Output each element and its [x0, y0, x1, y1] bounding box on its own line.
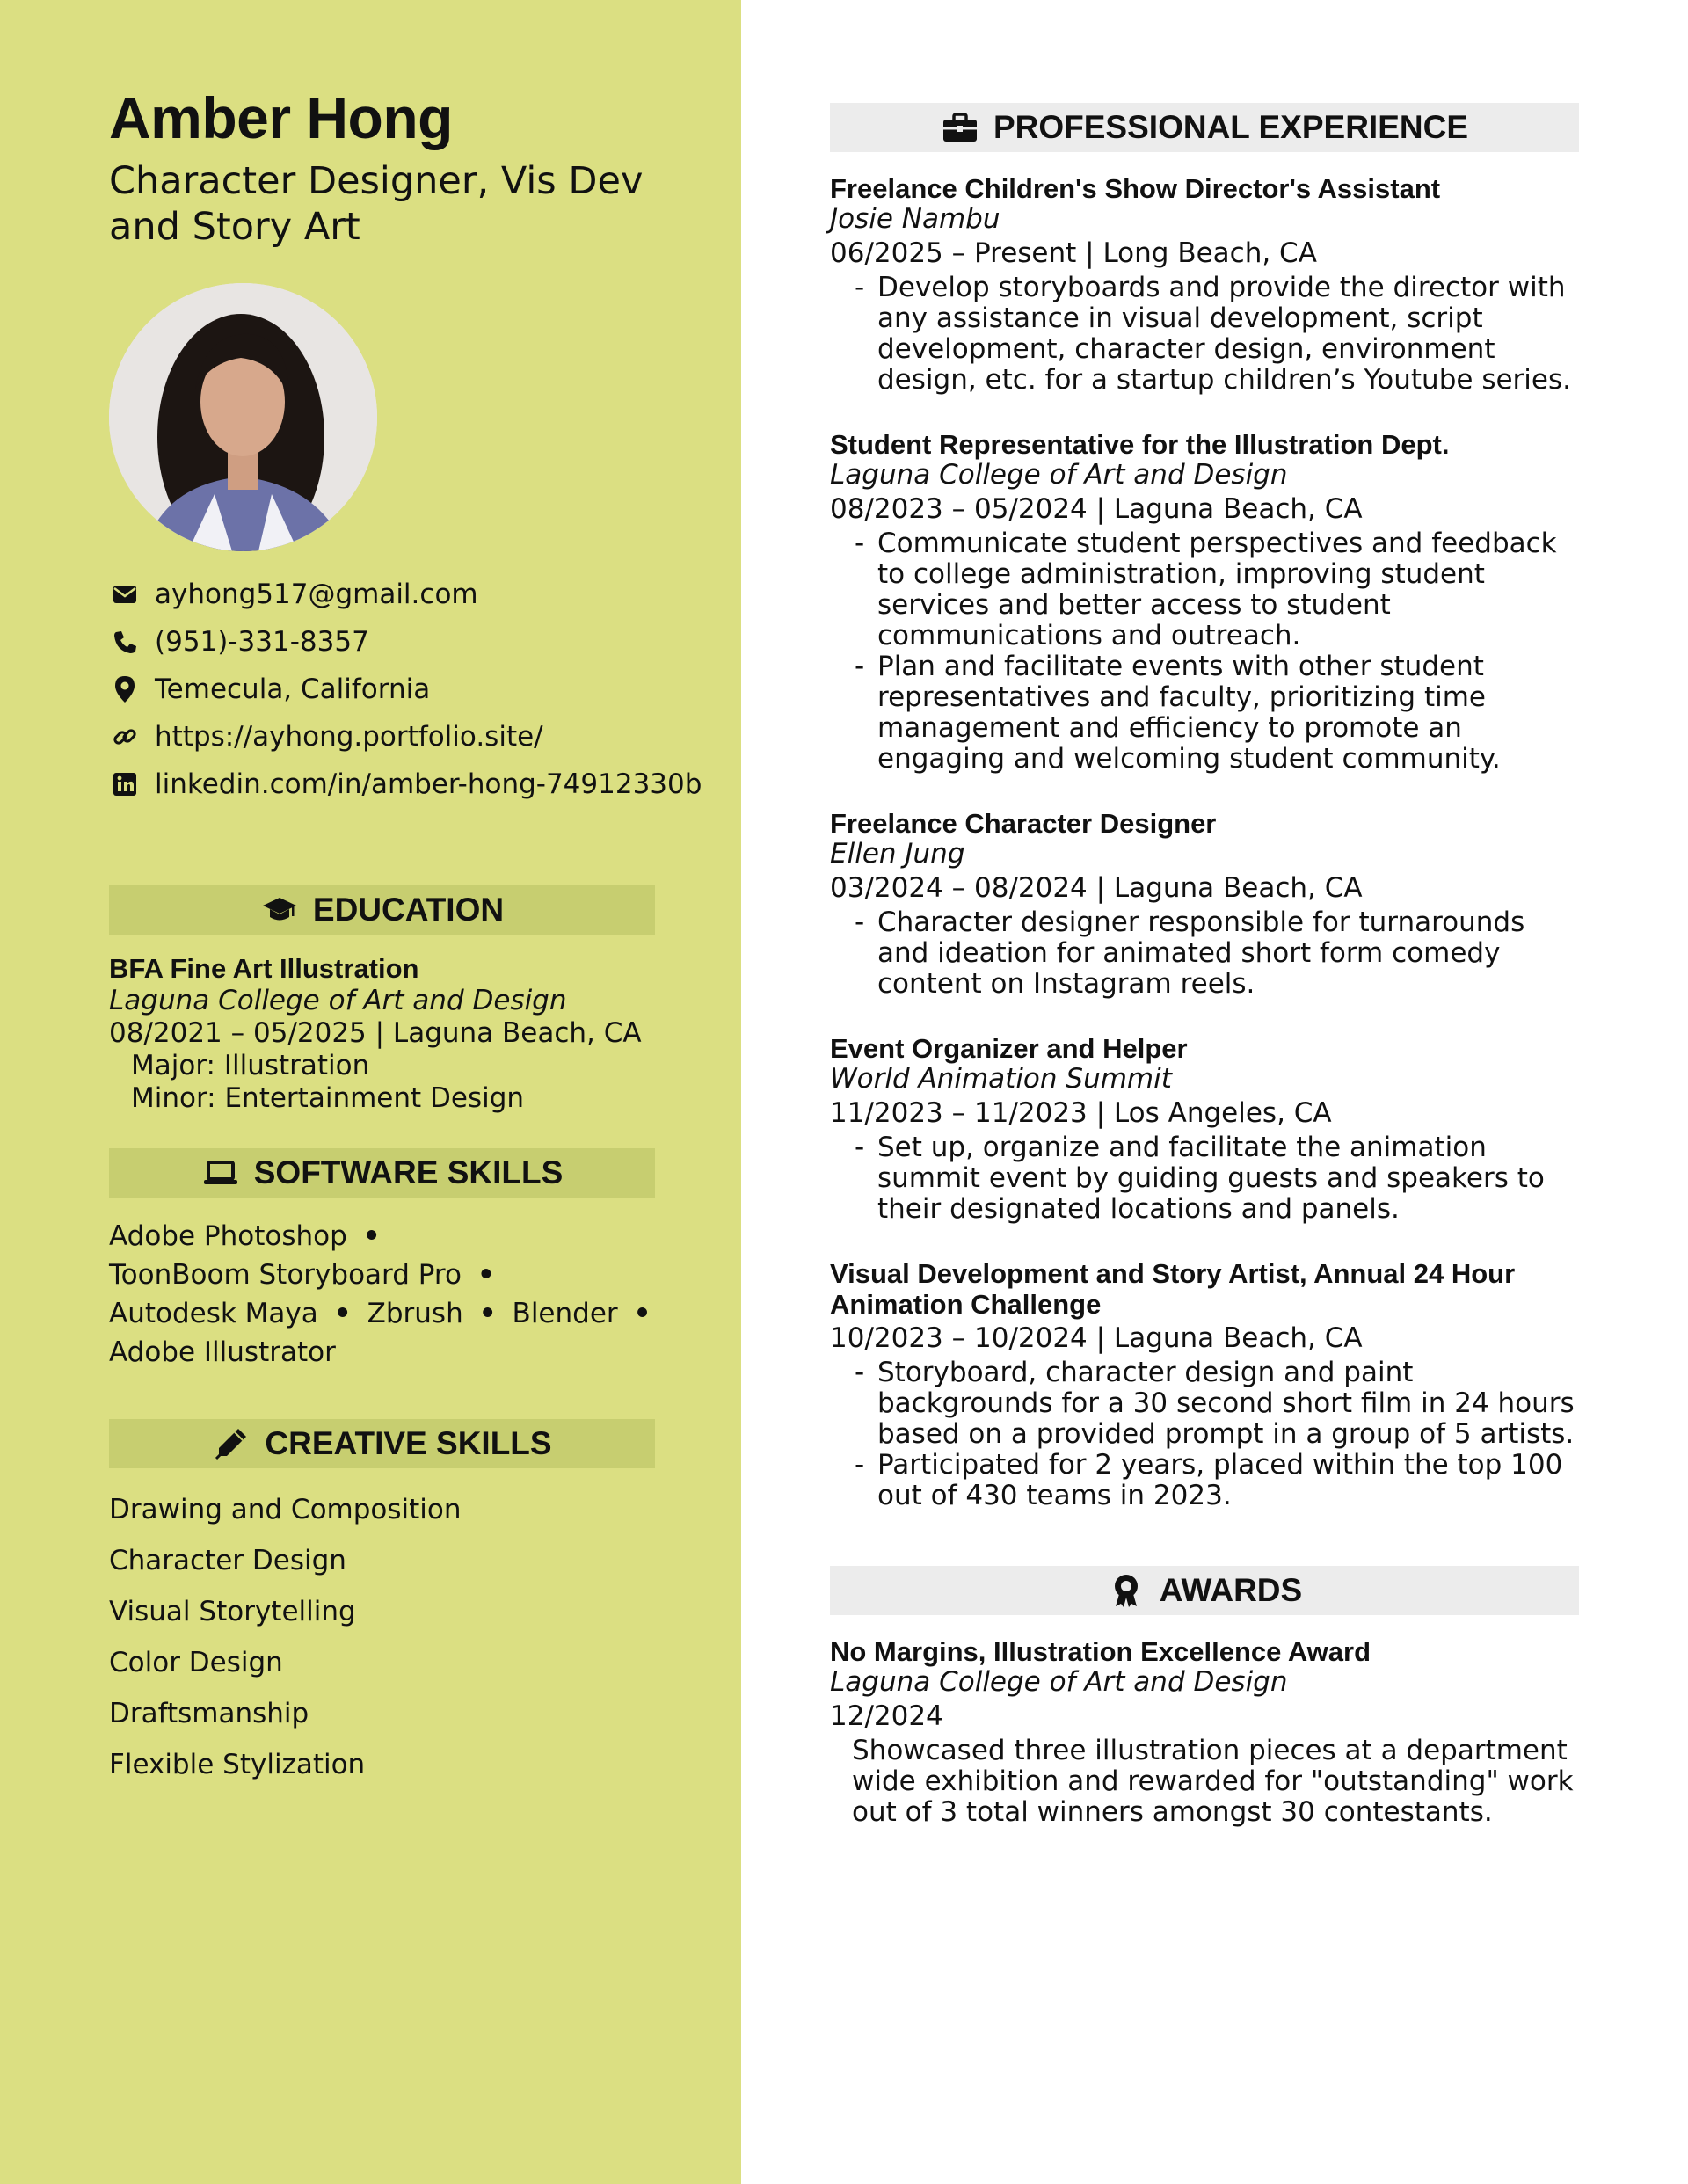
job-title: Student Representative for the Illustration Dept.	[830, 429, 1450, 460]
contact-email[interactable]	[109, 571, 741, 618]
separator: •	[362, 1220, 381, 1252]
software-line-4	[109, 1333, 741, 1372]
software-heading-text: SOFTWARE SKILLS	[253, 1154, 564, 1190]
job-bullets	[830, 1132, 1579, 1225]
major: Major: Illustration	[131, 1050, 370, 1081]
separator: •	[478, 1298, 497, 1329]
education-dates: 08/2021 – 05/2025 | Laguna Beach, CA	[109, 1017, 642, 1049]
contact-location-text: Temecula, California	[155, 673, 431, 705]
creative-item: Color Design	[109, 1647, 283, 1678]
award-description: Showcased three illustration pieces at a department wide exhibition and rewarded for "outstanding" work out of 3 total winners amongst 30 contestants.	[852, 1735, 1574, 1828]
school: Laguna College of Art and Design	[109, 985, 567, 1016]
creative-item: Visual Storytelling	[109, 1596, 356, 1627]
job-entry	[830, 173, 1579, 396]
link-icon	[109, 721, 141, 753]
education-entry	[109, 952, 741, 1115]
software-item: Adobe Photoshop	[109, 1220, 347, 1252]
job-bullet: - Communicate student perspectives and feedback to college administration, improving student services and better access to student communications and outreach.	[855, 528, 1579, 652]
laptop-icon	[201, 1154, 240, 1192]
job-org: World Animation Summit	[830, 1063, 1172, 1095]
job-bullets	[830, 273, 1579, 396]
software-item: Blender	[512, 1298, 618, 1329]
contact-list	[109, 571, 741, 808]
phone-icon	[109, 626, 141, 658]
degree: BFA Fine Art Illustration	[109, 953, 419, 984]
job-meta: 08/2023 – 05/2024 | Laguna Beach, CA	[830, 493, 1363, 525]
job-entry	[830, 1258, 1579, 1511]
creative-item: Character Design	[109, 1545, 346, 1576]
software-item: Autodesk Maya	[109, 1298, 318, 1329]
location-pin-icon	[109, 673, 141, 705]
separator: •	[633, 1298, 651, 1329]
creative-heading	[109, 1419, 655, 1468]
profile-photo	[109, 283, 377, 551]
job-org: Josie Nambu	[830, 203, 1000, 235]
software-line-2	[109, 1256, 741, 1294]
contact-location	[109, 666, 741, 713]
software-line-3	[109, 1294, 741, 1333]
software-item: Adobe Illustrator	[109, 1336, 336, 1368]
job-title: Freelance Character Designer	[830, 808, 1217, 839]
job-bullets	[830, 528, 1579, 775]
contact-linkedin-text: linkedin.com/in/amber-hong-74912330b	[155, 768, 702, 800]
job-org: Laguna College of Art and Design	[830, 459, 1288, 491]
job-meta: 03/2024 – 08/2024 | Laguna Beach, CA	[830, 872, 1363, 904]
education-heading	[109, 885, 655, 935]
job-entry	[830, 1033, 1579, 1225]
experience-heading-text: PROFESSIONAL EXPERIENCE	[993, 109, 1469, 145]
job-bullet: - Character designer responsible for turnarounds and ideation for animated short form comedy content on Instagram reels.	[855, 907, 1579, 1000]
job-bullets	[830, 1358, 1579, 1511]
software-item: ToonBoom Storyboard Pro	[109, 1259, 462, 1291]
contact-phone-text: (951)-331-8357	[155, 626, 369, 658]
awards-heading-text: AWARDS	[1159, 1572, 1303, 1608]
software-line-1	[109, 1217, 741, 1256]
software-heading	[109, 1148, 655, 1198]
experience-heading	[830, 103, 1579, 152]
job-entry	[830, 808, 1579, 1000]
job-meta: 10/2023 – 10/2024 | Laguna Beach, CA	[830, 1322, 1363, 1354]
main-column	[830, 103, 1579, 1828]
job-bullet: - Participated for 2 years, placed within the top 100 out of 430 teams in 2023.	[855, 1450, 1579, 1511]
graduation-cap-icon	[260, 891, 299, 929]
job-meta: 11/2023 – 11/2023 | Los Angeles, CA	[830, 1097, 1332, 1129]
award-title: No Margins, Illustration Excellence Award	[830, 1636, 1372, 1667]
job-bullet: - Storyboard, character design and paint backgrounds for a 30 second short film in 24 hours based on a provided prompt in a group of 5 artists.	[855, 1358, 1579, 1450]
pen-icon	[212, 1424, 251, 1463]
job-bullet: - Plan and facilitate events with other student representatives and faculty, prioritizing time management and efficiency to promote an engaging and welcoming student community.	[855, 652, 1579, 775]
envelope-icon	[109, 579, 141, 610]
job-entry	[830, 429, 1579, 775]
award-entry	[830, 1636, 1579, 1828]
creative-heading-text: CREATIVE SKILLS	[265, 1425, 552, 1461]
creative-item: Drawing and Composition	[109, 1494, 462, 1525]
creative-list	[109, 1484, 741, 1790]
contact-linkedin[interactable]	[109, 761, 741, 808]
creative-item: Flexible Stylization	[109, 1749, 366, 1780]
contact-email-text: ayhong517@gmail.com	[155, 579, 478, 610]
job-bullets	[830, 907, 1579, 1000]
software-item: Zbrush	[367, 1298, 463, 1329]
contact-phone[interactable]	[109, 618, 741, 666]
job-title: Event Organizer and Helper	[830, 1033, 1188, 1064]
job-bullet: - Develop storyboards and provide the director with any assistance in visual development, script development, character design, environment design, etc. for a startup children’s Youtube series.	[855, 273, 1579, 396]
software-list	[109, 1217, 741, 1372]
briefcase-icon	[941, 108, 979, 147]
contact-portfolio-text: https://ayhong.portfolio.site/	[155, 721, 543, 753]
separator: •	[477, 1259, 495, 1291]
sidebar	[0, 0, 741, 2184]
job-bullet: - Set up, organize and facilitate the animation summit event by guiding guests and speakers to their designated locations and panels.	[855, 1132, 1579, 1225]
candidate-subtitle: Character Designer, Vis Dev and Story Art	[109, 159, 644, 249]
award-date: 12/2024	[830, 1700, 943, 1732]
job-title: Visual Development and Story Artist, Annual 24 Hour Animation Challenge	[830, 1258, 1516, 1320]
job-meta: 06/2025 – Present | Long Beach, CA	[830, 237, 1317, 269]
awards-heading	[830, 1566, 1579, 1615]
candidate-name: Amber Hong	[109, 85, 453, 150]
creative-item: Draftsmanship	[109, 1698, 309, 1729]
job-title: Freelance Children's Show Director's Assistant	[830, 173, 1441, 204]
award-org: Laguna College of Art and Design	[830, 1666, 1288, 1698]
job-org: Ellen Jung	[830, 838, 965, 870]
award-ribbon-icon	[1107, 1571, 1146, 1610]
education-heading-text: EDUCATION	[312, 892, 505, 928]
separator: •	[333, 1298, 352, 1329]
minor: Minor: Entertainment Design	[131, 1082, 525, 1114]
linkedin-icon	[109, 768, 141, 800]
contact-portfolio[interactable]	[109, 713, 741, 761]
